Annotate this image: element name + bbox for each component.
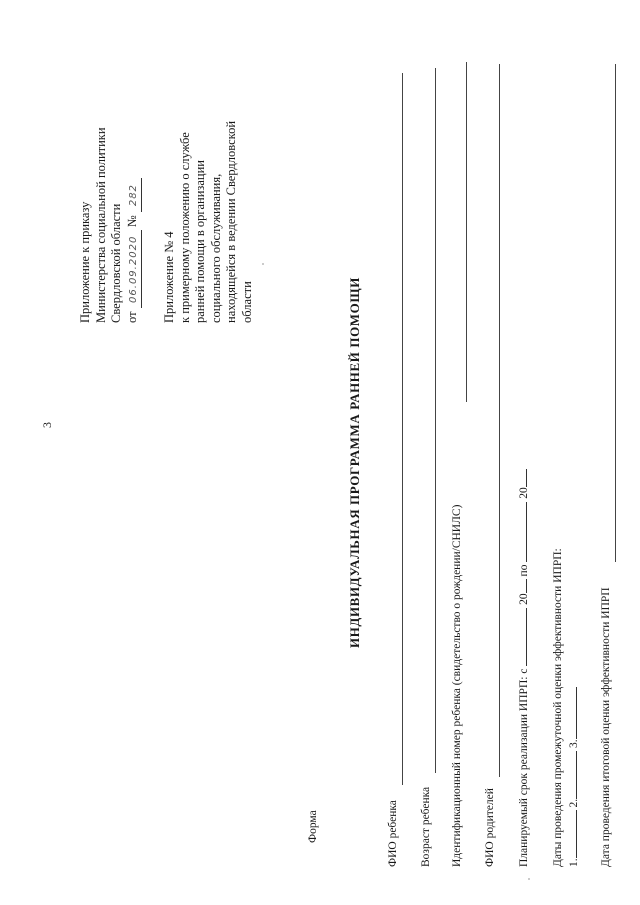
child-name-label: ФИО ребенка [387, 800, 399, 867]
planned-term-to: по [518, 564, 530, 577]
scan-speck [528, 878, 530, 880]
from-label: от [124, 311, 139, 323]
child-id-line[interactable] [466, 62, 467, 402]
scan-speck [262, 263, 264, 265]
appendix-line-1: Приложение № 4 [162, 231, 176, 323]
planned-start-year-field[interactable] [526, 579, 527, 593]
document-title: ИНДИВИДУАЛЬНАЯ ПРОГРАММА РАННЕЙ ПОМОЩИ [347, 277, 362, 648]
child-id-label: Идентификационный номер ребенка (свидетельство о рождении/СНИЛС) [451, 504, 463, 867]
interim-dates-list [568, 687, 580, 867]
header-date-line [125, 127, 143, 323]
child-name-line[interactable] [402, 73, 403, 785]
parents-name-label: ФИО родителей [484, 788, 496, 867]
order-header [78, 127, 142, 323]
planned-end-year-field[interactable] [526, 469, 527, 487]
planned-start-year: 20 [518, 593, 530, 605]
parents-name-line[interactable] [499, 64, 500, 777]
interim-2-field[interactable] [576, 751, 577, 799]
appendix-header [162, 121, 255, 323]
planned-start-field[interactable] [526, 608, 527, 666]
interim-3-label: 3. [568, 739, 580, 748]
appendix-line-5: находящейся в ведении Свердловской [224, 120, 238, 323]
appendix-line-6: области [239, 281, 254, 323]
header-line-1: Приложение к приказу [78, 201, 92, 323]
final-date-line[interactable] [615, 64, 616, 562]
number-label: № [124, 215, 139, 228]
order-number-handwritten: 282 [127, 184, 139, 207]
planned-term-line [518, 469, 530, 867]
planned-end-year: 20 [518, 487, 530, 499]
child-age-line[interactable] [435, 68, 436, 773]
page-number: 3 [40, 422, 54, 428]
appendix-line-3: ранней помощи в организации [193, 160, 207, 323]
interim-2-label: 2. [568, 798, 580, 808]
planned-term-prefix: Планируемый срок реализации ИПРП: с [518, 668, 530, 867]
interim-1-label: 1. [568, 858, 580, 867]
form-label: Форма [307, 810, 319, 843]
interim-3-field[interactable] [576, 687, 577, 739]
header-line-3: Свердловской области [109, 203, 123, 323]
order-number-field [125, 178, 143, 212]
interim-1-field[interactable] [576, 810, 577, 858]
planned-end-field[interactable] [526, 502, 527, 562]
order-date-handwritten: 06.09.2020 [127, 235, 139, 303]
appendix-line-4: социального обслуживания, [208, 173, 223, 323]
header-line-2: Министерства социальной политики [93, 127, 108, 323]
interim-dates-label: Даты проведения промежуточной оценки эффективности ИПРП: [552, 548, 564, 867]
child-age-label: Возраст ребенка [420, 786, 432, 867]
final-date-label: Дата проведения итоговой оценки эффективности ИПРП [600, 587, 612, 867]
appendix-line-2: к примерному положению о службе [177, 132, 192, 323]
order-date-field [125, 230, 143, 308]
